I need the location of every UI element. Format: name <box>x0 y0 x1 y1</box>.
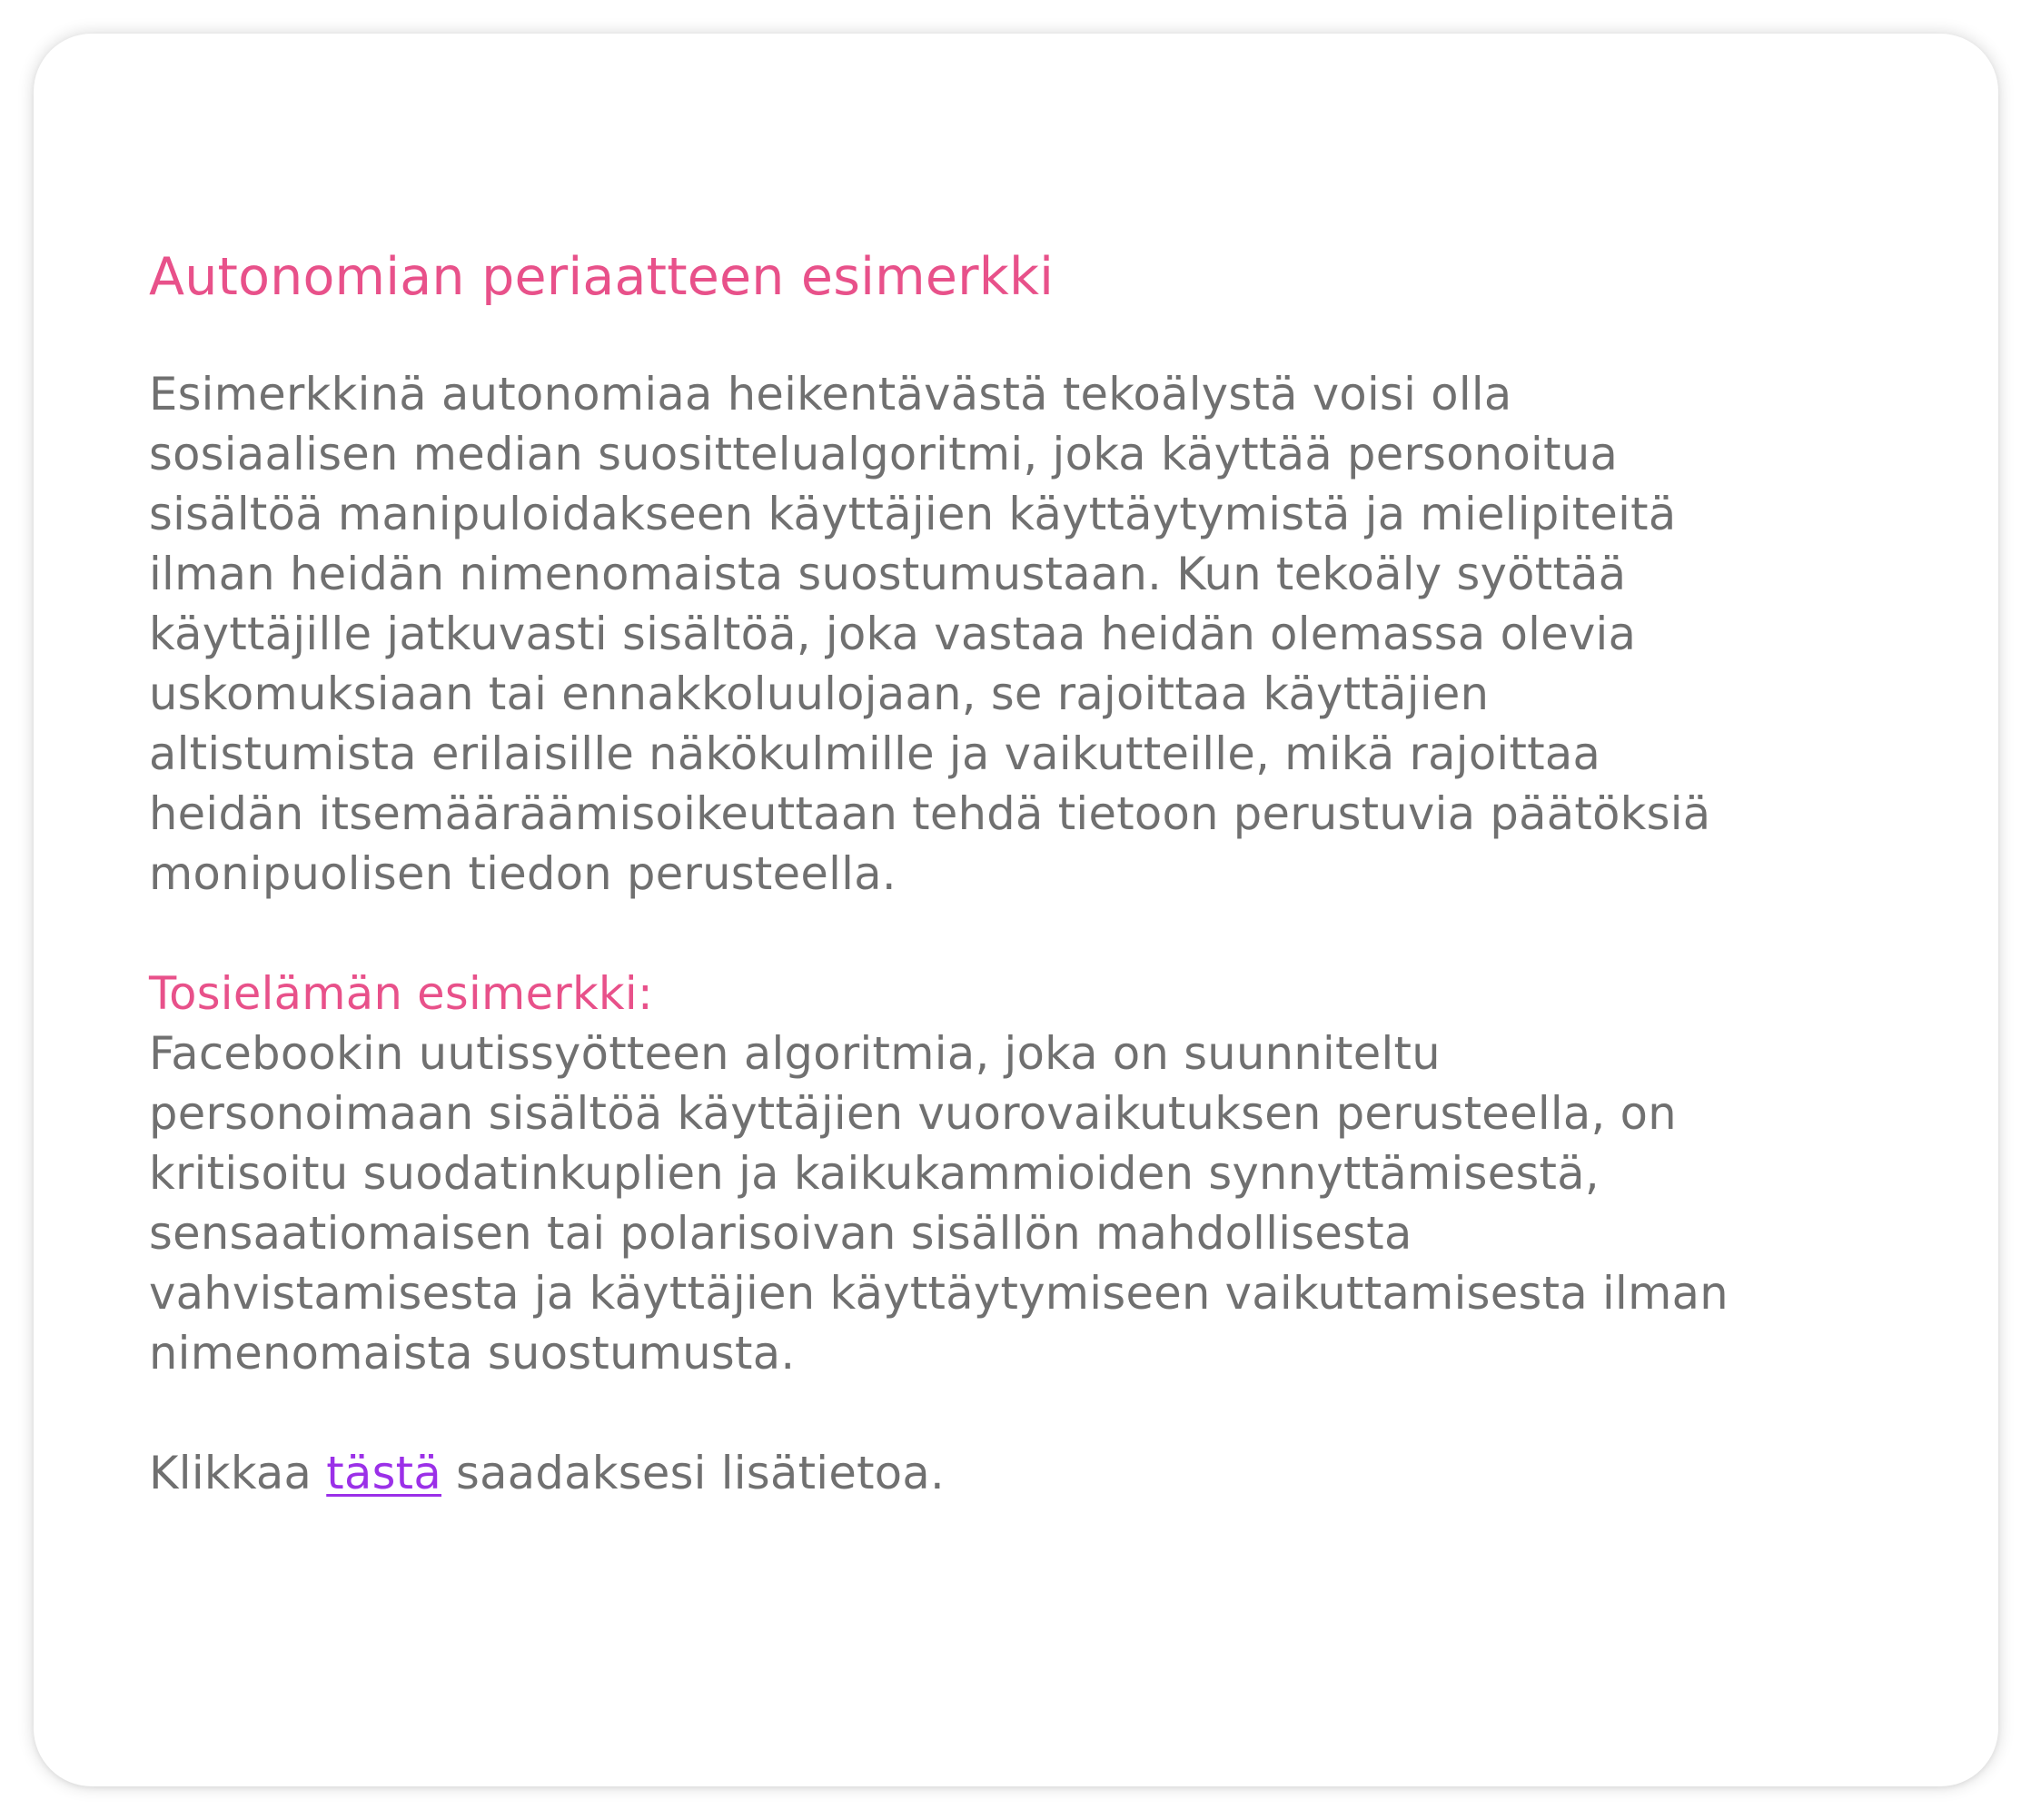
intro-line: Esimerkkinä autonomiaa heikentävästä tekoälystä voisi olla <box>149 368 1512 420</box>
intro-line: monipuolisen tiedon perusteella. <box>149 847 897 900</box>
intro-line: ilman heidän nimenomaista suostumustaan. Kun tekoäly syöttää <box>149 548 1627 600</box>
real-example-paragraph <box>149 1024 1889 1383</box>
real-example-heading: Tosielämän esimerkki: <box>149 967 653 1020</box>
more-info-suffix: saadaksesi lisätietoa. <box>441 1447 946 1499</box>
intro-line: käyttäjille jatkuvasti sisältöä, joka vastaa heidän olemassa olevia <box>149 608 1637 660</box>
real-example-line: sensaatiomaisen tai polarisoivan sisällön mahdollisesta <box>149 1207 1412 1260</box>
intro-line: sosiaalisen median suosittelualgoritmi, joka käyttää personoitua <box>149 428 1619 480</box>
intro-paragraph <box>149 364 1889 904</box>
more-info-line <box>149 1443 1889 1503</box>
more-info-prefix: Klikkaa <box>149 1447 327 1499</box>
intro-line: altistumista erilaisille näkökulmille ja vaikutteille, mikä rajoittaa <box>149 727 1601 780</box>
real-example-line: kritisoitu suodatinkuplien ja kaikukammioiden synnyttämisestä, <box>149 1147 1600 1200</box>
intro-line: sisältöä manipuloidakseen käyttäjien käyttäytymistä ja mielipiteitä <box>149 488 1677 540</box>
real-example-line: Facebookin uutissyötteen algoritmia, joka on suunniteltu <box>149 1027 1441 1080</box>
real-example-line: vahvistamisesta ja käyttäjien käyttäytymiseen vaikuttamisesta ilman <box>149 1267 1729 1320</box>
content-card <box>34 34 1998 1786</box>
real-example-line: nimenomaista suostumusta. <box>149 1327 796 1380</box>
intro-line: heidän itsemääräämisoikeuttaan tehdä tietoon perustuvia päätöksiä <box>149 787 1711 840</box>
more-info-link[interactable]: tästä <box>326 1447 442 1499</box>
intro-line: uskomuksiaan tai ennakkoluulojaan, se rajoittaa käyttäjien <box>149 668 1490 720</box>
card-title: Autonomian periaatteen esimerkki <box>149 247 1055 307</box>
real-example-line: personoimaan sisältöä käyttäjien vuorovaikutuksen perusteella, on <box>149 1087 1677 1140</box>
